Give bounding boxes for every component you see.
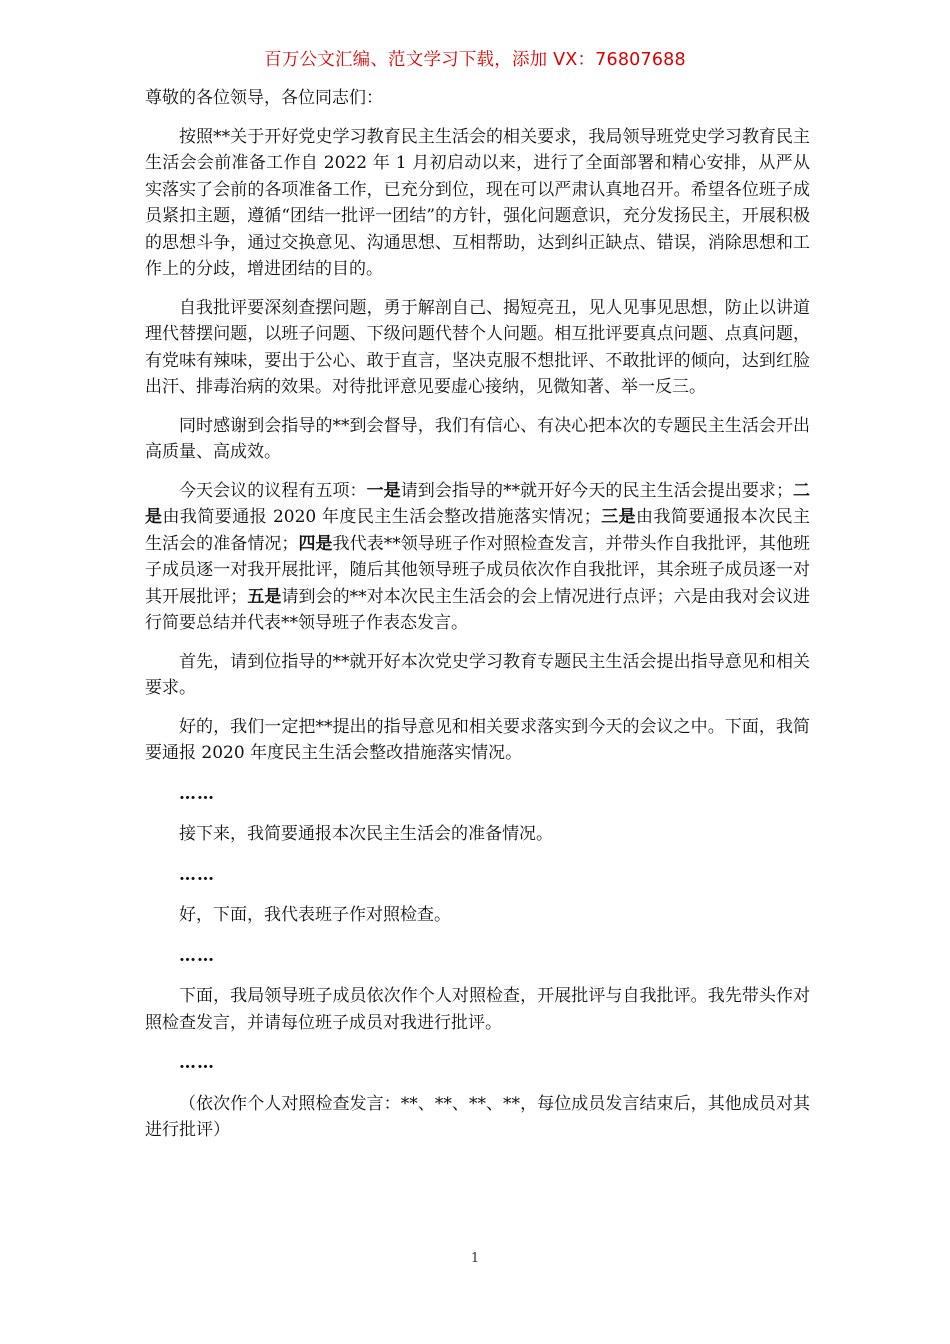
agenda-item-3-label: 三是 xyxy=(600,507,637,527)
paragraph-self-check: 好，下面，我代表班子作对照检查。 xyxy=(179,905,451,925)
agenda-item-5-text: 请到会的**对本次民主生活会的会上情况进行点评；六是由我对会议进行简要总结并代表**领导班子作表态发言。 xyxy=(145,586,811,633)
agenda-item-4-label: 四是 xyxy=(298,533,333,554)
paragraph-preparation: 接下来，我简要通报本次民主生活会的准备情况。 xyxy=(179,824,553,844)
paragraph-order-note: （依次作个人对照检查发言：**、**、**、**，每位成员发言结束后，其他成员对其进行批评） xyxy=(145,1093,810,1140)
paragraph-individual-check: 下面，我局领导班子成员依次作个人对照检查，开展批评与自我批评。我先带头作对照检查发言，并请每位班子成员对我进行批评。 xyxy=(145,986,810,1033)
paragraph-criticism-requirements: 自我批评要深刻查摆问题，勇于解剖自己、揭短亮丑，见人见事见思想，防止以讲道理代替摆问题，以班子问题、下级问题代替个人问题。相互批评要真点问题、点真问题，有党味有辣味，要出于公心、敢于直言，坚决克服不想批评、不敢批评的倾向，达到红脸出汗、排毒治病的效果。对待批评意见要虚心接纳，见微知著、举一反三。 xyxy=(145,297,810,397)
document-body xyxy=(145,85,810,1144)
watermark-banner: 百万公文汇编、范文学习下载，添加 VX：76807688 xyxy=(264,50,686,70)
page-number: 1 xyxy=(470,1251,480,1266)
agenda-item-1-label: 一是 xyxy=(366,480,401,501)
agenda-item-3-text: 由我简要通报本次民主生活会的准备情况； xyxy=(145,507,811,554)
paragraph-meeting-intro: 按照**关于开好党史学习教育民主生活会的相关要求，我局领导班党史学习教育民主生活会会前准备工作自 2022 年 1 月初启动以来，进行了全面部署和精心安排，从严从实落实了会前的各项准备工作，已充分到位，现在可以严肃认真地召开。希望各位班子成员紧扣主题，遵循“团结一批评一团结”的方针，强化问题意识，充分发扬民主，开展积极的思想斗争，通过交换意见、沟通思想、互相帮助，达到纠正缺点、错误，消除思想和工作上的分歧，增进团结的目的。 xyxy=(145,126,810,279)
paragraph-report-rectification: 好的，我们一定把**提出的指导意见和相关要求落实到今天的会议之中。下面，我简要通报 2020 年度民主生活会整改措施落实情况。 xyxy=(145,716,810,763)
ellipsis-3: …… xyxy=(179,945,215,966)
agenda-item-5-label: 五是 xyxy=(247,586,282,607)
agenda-intro: 今天会议的议程有五项： xyxy=(179,480,367,501)
agenda-item-2-label: 二是 xyxy=(145,480,811,527)
agenda-item-1-text: 请到会指导的**就开好今天的民主生活会提出要求； xyxy=(400,480,793,501)
ellipsis-4: …… xyxy=(179,1053,215,1073)
paragraph-first-step: 首先，请到位指导的**就开好本次党史学习教育专题民主生活会提出指导意见和相关要求。 xyxy=(145,651,810,698)
greeting: 尊敬的各位领导，各位同志们： xyxy=(145,88,383,108)
agenda-item-2-text: 由我简要通报 2020 年度民主生活会整改措施落实情况； xyxy=(162,507,601,527)
ellipsis-2: …… xyxy=(179,864,215,885)
paragraph-thanks: 同时感谢到会指导的**到会督导，我们有信心、有决心把本次的专题民主生活会开出高质量、高成效。 xyxy=(145,415,810,462)
agenda-item-4-text: 我代表**领导班子作对照检查发言，并带头作自我批评，其他班子成员逐一对我开展批评，随后其他领导班子成员依次作自我批评，其余班子成员逐一对其开展批评； xyxy=(145,533,811,607)
ellipsis-1: …… xyxy=(179,783,215,804)
paragraph-agenda xyxy=(145,478,810,637)
